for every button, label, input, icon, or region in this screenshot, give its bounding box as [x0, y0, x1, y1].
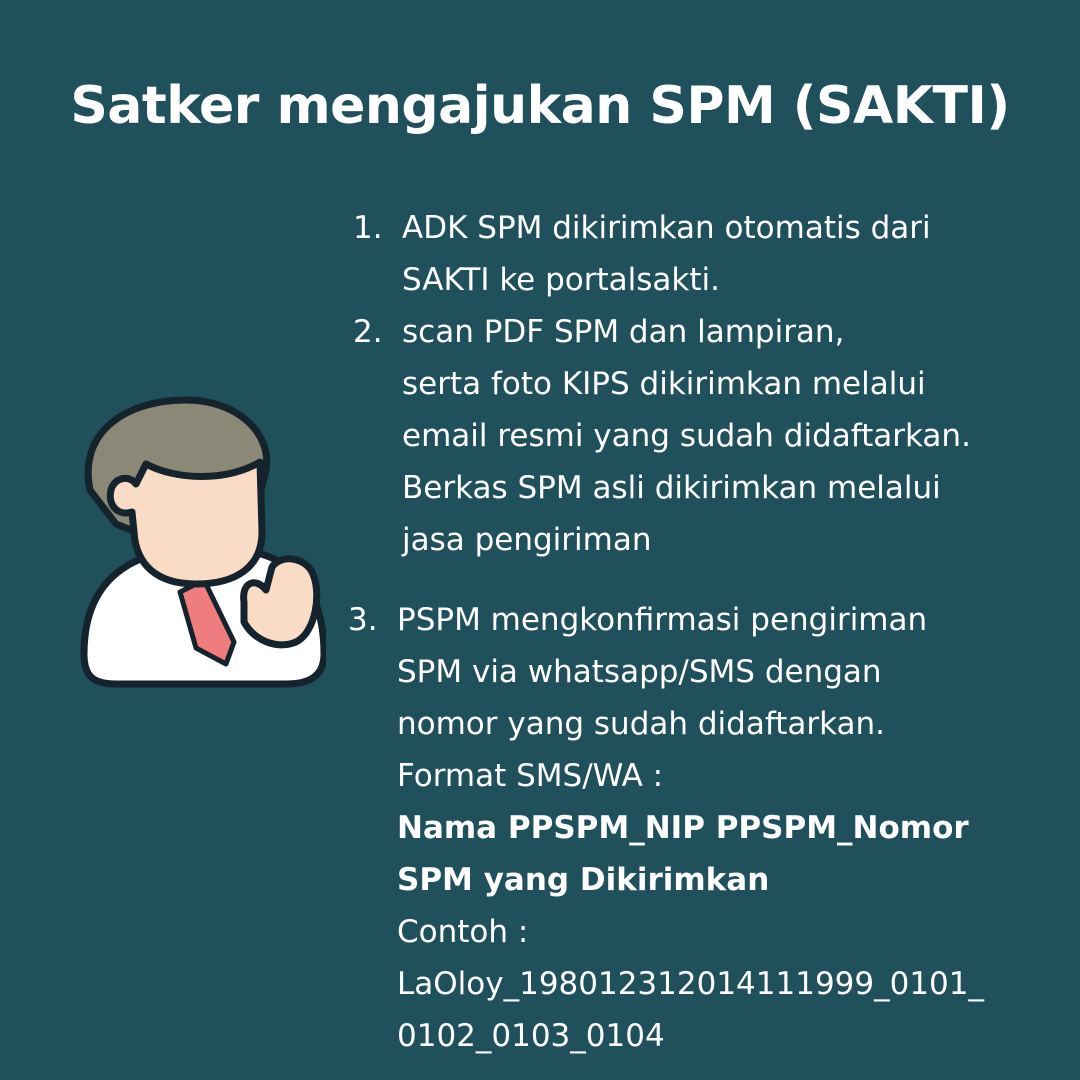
format-text-line: Nama PPSPM_NIP PPSPM_Nomor	[397, 810, 969, 846]
step-text-line: jasa pengiriman	[402, 522, 652, 558]
step-text-line: scan PDF SPM dan lampiran,	[402, 314, 845, 350]
step-text-line: SAKTI ke portalsakti.	[402, 262, 720, 298]
steps-list	[345, 202, 1065, 1062]
example-text-line: LaOloy_198012312014111999_0101_	[397, 966, 985, 1002]
step-item-3	[345, 594, 1065, 1062]
office-worker-illustration	[76, 392, 326, 692]
step-text-line: nomor yang sudah didaftarkan.	[397, 706, 886, 742]
format-label: Format SMS/WA :	[397, 758, 664, 794]
step-item-1	[345, 202, 1065, 306]
step-item-2	[345, 306, 1065, 566]
step-text-line: email resmi yang sudah didaftarkan.	[402, 418, 971, 454]
step-text-line: ADK SPM dikirimkan otomatis dari	[402, 210, 931, 246]
example-label: Contoh :	[397, 914, 529, 950]
step-text-line: serta foto KIPS dikirimkan melalui	[402, 366, 926, 402]
step-number: 1.	[353, 210, 383, 246]
office-worker-icon	[76, 392, 326, 692]
step-number: 2.	[353, 314, 383, 350]
format-text-line: SPM yang Dikirimkan	[397, 862, 770, 898]
step-text-line: Berkas SPM asli dikirimkan melalui	[402, 470, 941, 506]
example-text-line: 0102_0103_0104	[397, 1018, 665, 1054]
step-text-line: SPM via whatsapp/SMS dengan	[397, 654, 882, 690]
step-text-line: PSPM mengkonfirmasi pengiriman	[397, 602, 928, 638]
step-number: 3.	[348, 602, 378, 638]
page-title: Satker mengajukan SPM (SAKTI)	[70, 76, 1010, 136]
